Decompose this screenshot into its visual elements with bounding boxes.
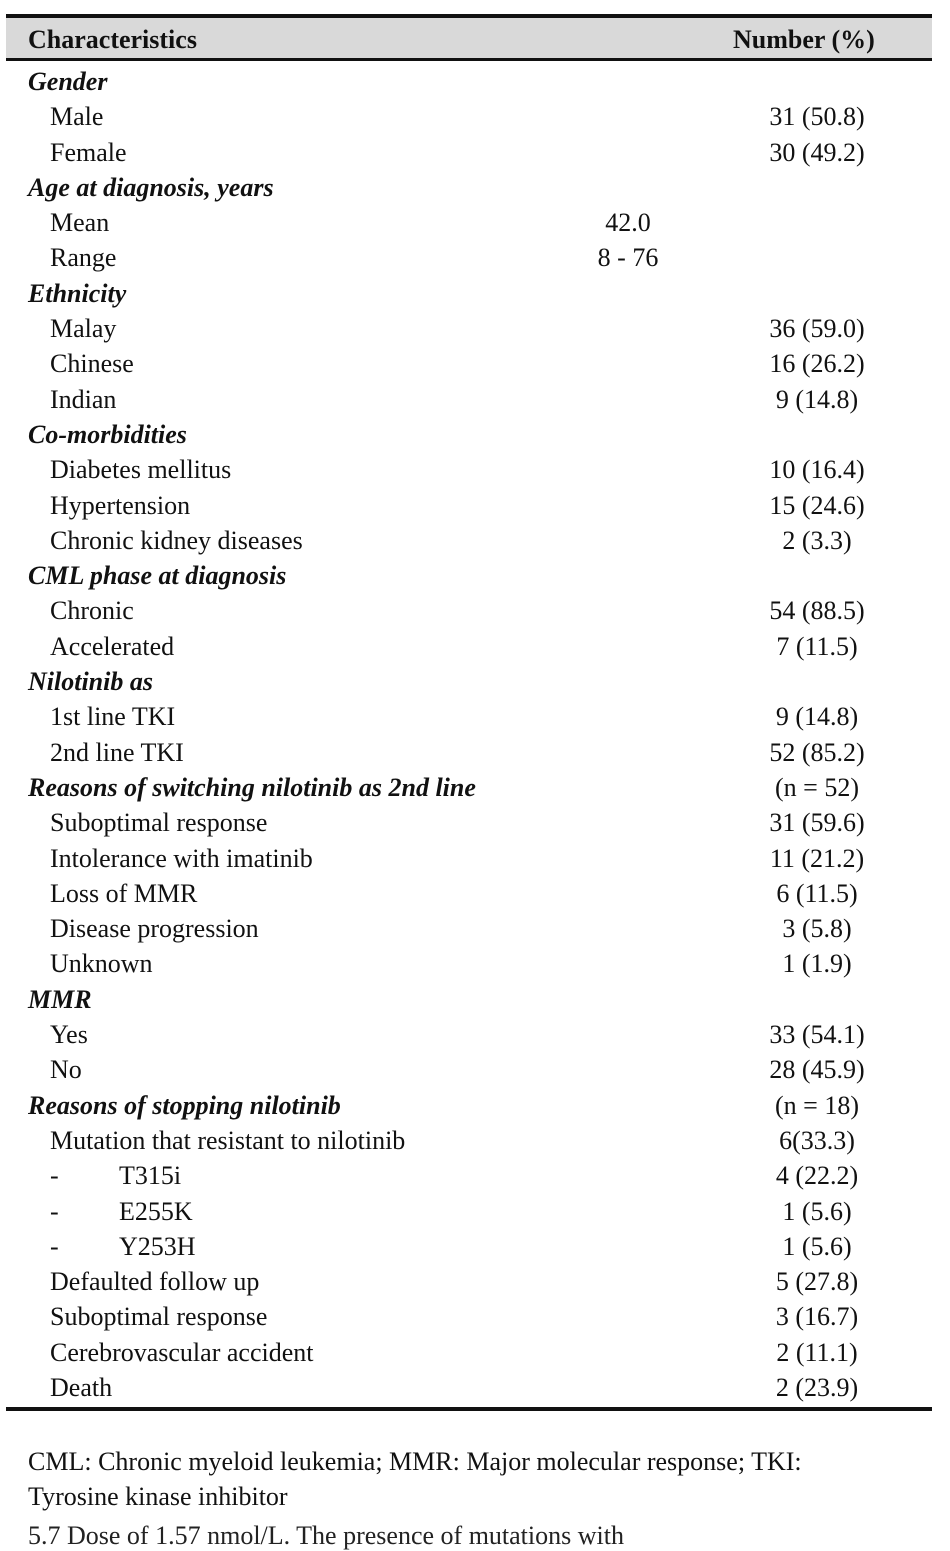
row-label: Chronic kidney diseases [50,525,303,555]
row-label: Mean [50,208,110,238]
table-category-row [6,664,932,699]
cutoff-body-text: 5.7 Dose of 1.57 nmol/L. The presence of mutations with [28,1521,624,1550]
row-number-percent: 5 (27.8) [775,1267,859,1297]
row-number-percent: 2 (3.3) [782,525,852,555]
row-label: 2nd line TKI [50,737,184,767]
table-row [6,735,932,770]
row-dash: - [50,1161,59,1191]
row-number-percent: 54 (88.5) [769,596,865,626]
row-number-percent: 10 (16.4) [769,455,865,485]
row-number-percent: 3 (16.7) [775,1302,859,1332]
row-statistic: 8 - 76 [597,243,659,273]
row-label: Diabetes mellitus [50,455,232,485]
category-label: Co-morbidities [28,419,187,449]
table-category-row [6,417,932,452]
table-row [6,205,932,240]
table-row [6,1194,932,1229]
row-number-percent: 33 (54.1) [769,1020,865,1050]
row-number-percent: 36 (59.0) [769,314,865,344]
row-number-percent: 11 (21.2) [769,843,865,873]
row-number-percent: 4 (22.2) [775,1161,859,1191]
characteristics-table [6,14,932,1411]
table-row [6,311,932,346]
table-row [6,382,932,417]
table-row [6,1370,932,1405]
header-number-percent: Number (%) [733,25,875,54]
row-label: Malay [50,314,117,344]
row-label: Cerebrovascular accident [50,1337,314,1367]
table-category-row [6,64,932,99]
header-characteristics: Characteristics [28,25,197,54]
row-number-percent: 7 (11.5) [776,631,858,661]
row-label: Defaulted follow up [50,1267,260,1297]
row-number-percent: 6 (11.5) [776,878,858,908]
category-label: Reasons of switching nilotinib as 2nd line [28,772,476,802]
table-body [6,61,932,1405]
row-sublabel: E255K [119,1196,193,1226]
row-number-percent: 1 (1.9) [782,949,852,979]
table-row [6,99,932,134]
table-row [6,876,932,911]
row-number-percent: 1 (5.6) [782,1196,852,1226]
row-label: Indian [50,384,117,414]
row-label: Chinese [50,349,134,379]
row-label: Male [50,102,104,132]
table-row [6,1158,932,1193]
row-label: Mutation that resistant to nilotinib [50,1125,406,1155]
row-label: Yes [50,1020,88,1050]
table-row [6,593,932,628]
row-number-percent: 6(33.3) [779,1125,855,1155]
category-label: MMR [28,984,92,1014]
category-label: Reasons of stopping nilotinib [28,1090,341,1120]
table-footnote [28,1444,943,1514]
table-category-row [6,770,932,805]
row-number-percent: 31 (59.6) [769,808,865,838]
table-row [6,135,932,170]
table-row [6,1052,932,1087]
row-label: Suboptimal response [50,1302,268,1332]
table-row [6,841,932,876]
row-statistic: 42.0 [605,208,651,238]
row-number-percent: 2 (23.9) [775,1372,859,1402]
row-sublabel: T315i [119,1161,182,1191]
table-category-row [6,558,932,593]
table-row [6,1017,932,1052]
table-row [6,699,932,734]
table-row [6,1229,932,1264]
category-label: Gender [28,67,108,96]
table-row [6,1335,932,1370]
table-row [6,1264,932,1299]
category-label: Nilotinib as [28,667,153,697]
row-label: Intolerance with imatinib [50,843,313,873]
row-label: Female [50,137,127,167]
row-dash: - [50,1231,59,1261]
row-label: No [50,1055,82,1085]
row-label: Death [50,1372,113,1402]
row-label: 1st line TKI [50,702,176,732]
row-label: Unknown [50,949,153,979]
footnote-line-2: Tyrosine kinase inhibitor [28,1482,288,1511]
row-label: Chronic [50,596,134,626]
row-sublabel: Y253H [119,1231,196,1261]
table-bottom-rule [6,1407,932,1411]
table-category-row [6,982,932,1017]
row-number-percent: 15 (24.6) [769,490,865,520]
row-number-percent: (n = 18) [775,1090,859,1120]
table-row [6,1123,932,1158]
row-number-percent: 1 (5.6) [782,1231,852,1261]
table-category-row [6,170,932,205]
table-row [6,452,932,487]
row-number-percent: 31 (50.8) [769,102,865,132]
table-row [6,488,932,523]
table-row [6,1299,932,1334]
category-label: CML phase at diagnosis [28,561,287,591]
row-label: Loss of MMR [50,878,198,908]
row-number-percent: 9 (14.8) [775,702,859,732]
table-row [6,523,932,558]
row-number-percent: 28 (45.9) [769,1055,865,1085]
table-header [6,18,932,58]
row-number-percent: 3 (5.8) [782,914,852,944]
row-number-percent: 16 (26.2) [769,349,865,379]
table-row [6,911,932,946]
row-number-percent: 52 (85.2) [769,737,865,767]
footnote-line-1: CML: Chronic myeloid leukemia; MMR: Major molecular response; TKI: [28,1447,802,1476]
row-number-percent: 30 (49.2) [769,137,865,167]
category-label: Age at diagnosis, years [28,172,274,202]
table-category-row [6,276,932,311]
row-label: Accelerated [50,631,175,661]
category-label: Ethnicity [28,278,127,308]
table-row [6,346,932,381]
table-category-row [6,1088,932,1123]
row-number-percent: 9 (14.8) [775,384,859,414]
row-number-percent: (n = 52) [775,772,859,802]
table-row [6,629,932,664]
table-row [6,946,932,981]
row-label: Hypertension [50,490,191,520]
row-number-percent: 2 (11.1) [776,1337,858,1367]
row-label: Range [50,243,117,273]
row-label: Suboptimal response [50,808,268,838]
row-dash: - [50,1196,59,1226]
table-row [6,240,932,275]
row-label: Disease progression [50,914,259,944]
table-row [6,805,932,840]
